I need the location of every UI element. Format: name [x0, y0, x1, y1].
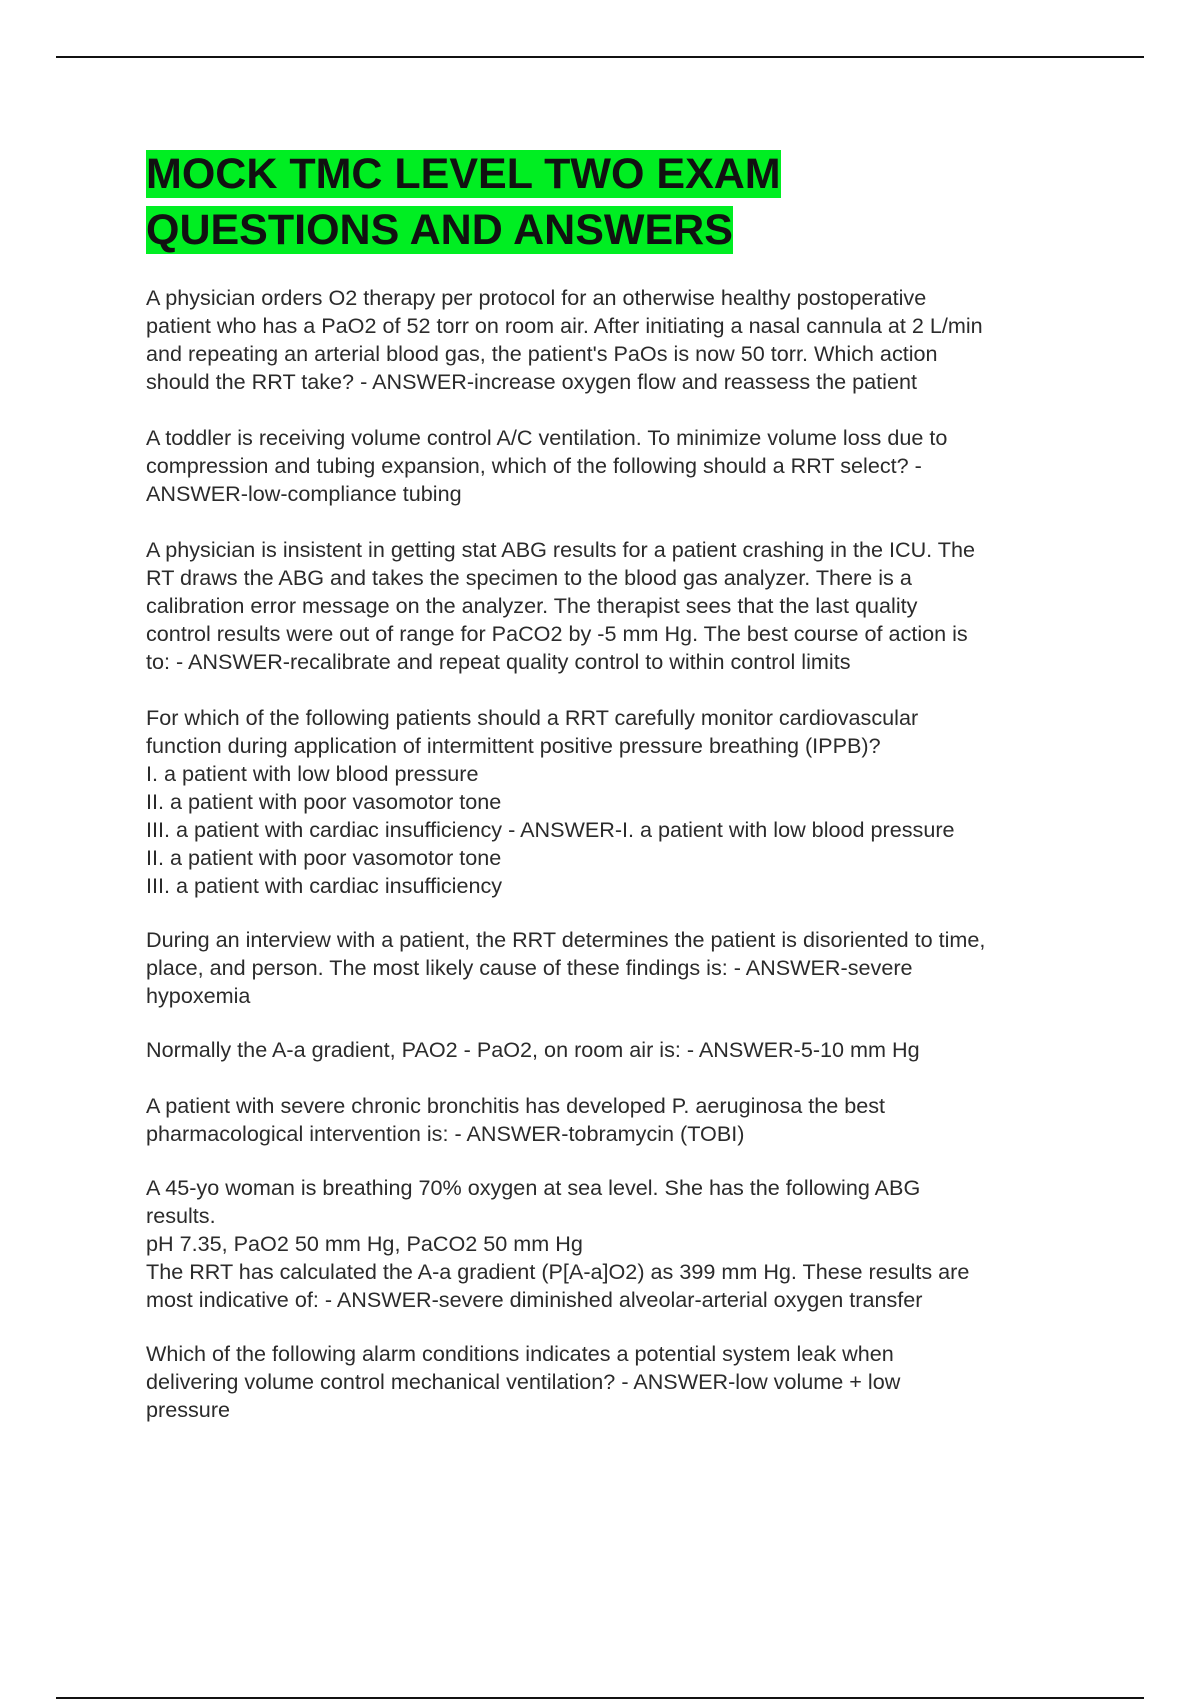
- qa-line: During an interview with a patient, the RRT determines the patient is disoriented to time,: [146, 927, 986, 952]
- qa-item-8: [146, 1174, 1086, 1314]
- page-title: [146, 146, 1066, 258]
- qa-line: pH 7.35, PaO2 50 mm Hg, PaCO2 50 mm Hg: [146, 1231, 583, 1256]
- qa-line: place, and person. The most likely cause of these findings is: - ANSWER-severe: [146, 955, 913, 980]
- qa-line: II. a patient with poor vasomotor tone: [146, 845, 502, 870]
- title-highlight: [146, 150, 781, 254]
- qa-line: The RRT has calculated the A-a gradient (P[A-a]O2) as 399 mm Hg. These results are: [146, 1259, 970, 1284]
- qa-line: should the RRT take? - ANSWER-increase oxygen flow and reassess the patient: [146, 369, 917, 394]
- qa-item-3: [146, 536, 1086, 676]
- qa-line: Which of the following alarm conditions indicates a potential system leak when: [146, 1341, 894, 1366]
- qa-line: pressure: [146, 1397, 231, 1422]
- qa-line: I. a patient with low blood pressure: [146, 761, 479, 786]
- qa-line: ANSWER-low-compliance tubing: [146, 481, 462, 506]
- qa-line: A physician orders O2 therapy per protocol for an otherwise healthy postoperative: [146, 285, 927, 310]
- qa-item-1: [146, 284, 1086, 396]
- title-line-1: MOCK TMC LEVEL TWO EXAM: [146, 150, 781, 198]
- bottom-rule: [56, 1697, 1144, 1699]
- qa-item-6: [146, 1036, 1086, 1064]
- qa-line: function during application of intermittent positive pressure breathing (IPPB)?: [146, 733, 881, 758]
- qa-line: control results were out of range for PaCO2 by -5 mm Hg. The best course of action is: [146, 621, 968, 646]
- qa-line: hypoxemia: [146, 983, 251, 1008]
- qa-line: to: - ANSWER-recalibrate and repeat quality control to within control limits: [146, 649, 851, 674]
- qa-line: III. a patient with cardiac insufficiency: [146, 873, 503, 898]
- qa-item-9: [146, 1340, 1086, 1424]
- qa-line: A patient with severe chronic bronchitis has developed P. aeruginosa the best: [146, 1093, 886, 1118]
- qa-line: compression and tubing expansion, which of the following should a RRT select? -: [146, 453, 922, 478]
- qa-line: A toddler is receiving volume control A/C ventilation. To minimize volume loss due to: [146, 425, 948, 450]
- qa-line: II. a patient with poor vasomotor tone: [146, 789, 502, 814]
- title-line-2: QUESTIONS AND ANSWERS: [146, 206, 733, 254]
- qa-line: RT draws the ABG and takes the specimen to the blood gas analyzer. There is a: [146, 565, 912, 590]
- qa-line: results.: [146, 1203, 216, 1228]
- qa-line: A 45-yo woman is breathing 70% oxygen at sea level. She has the following ABG: [146, 1175, 921, 1200]
- qa-line: patient who has a PaO2 of 52 torr on room air. After initiating a nasal cannula at 2 L/min: [146, 313, 983, 338]
- qa-item-2: [146, 424, 1086, 508]
- qa-line: For which of the following patients should a RRT carefully monitor cardiovascular: [146, 705, 919, 730]
- qa-line: delivering volume control mechanical ventilation? - ANSWER-low volume + low: [146, 1369, 901, 1394]
- qa-line: pharmacological intervention is: - ANSWER-tobramycin (TOBI): [146, 1121, 745, 1146]
- qa-line: and repeating an arterial blood gas, the patient's PaOs is now 50 torr. Which action: [146, 341, 938, 366]
- qa-line: calibration error message on the analyzer. The therapist sees that the last quality: [146, 593, 918, 618]
- qa-line: A physician is insistent in getting stat ABG results for a patient crashing in the ICU. The: [146, 537, 975, 562]
- top-rule: [56, 56, 1144, 58]
- qa-item-7: [146, 1092, 1086, 1148]
- qa-item-4: [146, 704, 1086, 900]
- qa-line: Normally the A-a gradient, PAO2 - PaO2, on room air is: - ANSWER-5-10 mm Hg: [146, 1037, 920, 1062]
- qa-line: III. a patient with cardiac insufficiency - ANSWER-I. a patient with low blood pressure: [146, 817, 955, 842]
- qa-item-5: [146, 926, 1086, 1010]
- qa-line: most indicative of: - ANSWER-severe diminished alveolar-arterial oxygen transfer: [146, 1287, 923, 1312]
- qa-list: [146, 284, 1086, 1452]
